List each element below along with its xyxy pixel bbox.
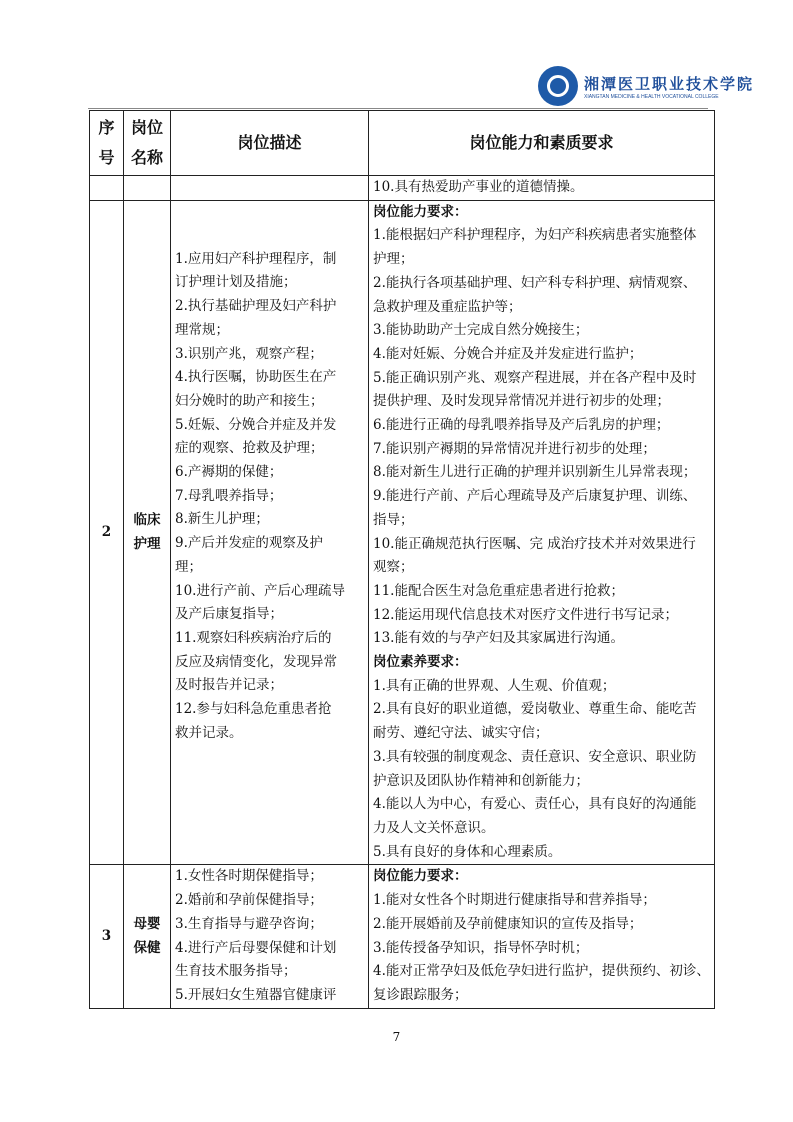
text-line: 耐劳、遵纪守法、诚实守信； <box>373 725 549 742</box>
text-line: 症的观察、抢救及护理； <box>175 440 324 457</box>
text-line: 8.能对新生儿进行正确的护理并识别新生儿异常表现； <box>373 464 697 481</box>
text-line: 9.产后并发症的观察及护 <box>175 535 323 552</box>
college-seal-icon <box>538 66 578 106</box>
text-line: 2.婚前和孕前保健指导； <box>175 892 323 909</box>
text-line: 4.进行产后母婴保健和计划 <box>175 939 337 956</box>
text-line: 3.具有较强的制度观念、责任意识、安全意识、职业防 <box>373 748 697 765</box>
table-header-row <box>90 111 715 176</box>
text-line: 4.能对正常孕妇及低危孕妇进行监护，提供预约、初诊、 <box>373 963 710 980</box>
req-cell <box>369 200 715 865</box>
page-number: 7 <box>392 1030 401 1044</box>
text-line: 3.能传授备孕知识，指导怀孕时机； <box>373 939 589 956</box>
text-line: 1.能对女性各个时期进行健康指导和营养指导； <box>373 892 656 909</box>
text-line: 救并记录。 <box>175 724 243 741</box>
text-line: 复诊跟踪服务； <box>373 986 468 1003</box>
text-line: 7.母乳喂养指导； <box>175 487 283 504</box>
text-line: 5.具有良好的身体和心理素质。 <box>373 843 562 860</box>
text-line: 4.执行医嘱，协助医生在产 <box>175 369 337 386</box>
college-logo <box>538 66 754 106</box>
row-number: 3 <box>90 865 124 1008</box>
text-line: 10.能正确规范执行医嘱、完 成治疗技术并对效果进行 <box>373 535 696 552</box>
text-line: 理； <box>175 558 202 575</box>
text-line: 6.能进行正确的母乳喂养指导及产后乳房的护理； <box>373 417 670 434</box>
job-name: 母婴 保健 <box>124 865 171 1008</box>
text-line: 提供护理、及时发现异常情况并进行初步的处理； <box>373 393 670 410</box>
table-row <box>90 176 715 201</box>
logo-name-cn: 湘潭医卫职业技术学院 <box>584 74 755 93</box>
header-no: 序 号 <box>90 111 124 176</box>
text-line: 理常规； <box>175 321 229 338</box>
table-row <box>90 865 715 1008</box>
text-line: 及产后康复指导； <box>175 606 283 623</box>
text-line: 13.能有效的与孕产妇及其家属进行沟通。 <box>373 630 624 647</box>
text-line: 护意识及团队协作精神和创新能力； <box>373 772 589 789</box>
text-line: 3.生育指导与避孕咨询； <box>175 915 323 932</box>
header-name: 岗位 名称 <box>124 111 171 176</box>
text-line: 4.能对妊娠、分娩合并症及并发症进行监护； <box>373 345 643 362</box>
text-line: 护理； <box>373 251 414 268</box>
text-line: 2.执行基础护理及妇产科护 <box>175 298 337 315</box>
job-name: 临床 护理 <box>124 200 171 865</box>
row-number: 2 <box>90 200 124 865</box>
header-req: 岗位能力和素质要求 <box>369 111 715 176</box>
text-line: 5.能正确识别产兆、观察产程进展，并在各产程中及时 <box>373 369 697 386</box>
text-line: 急救护理及重症监护等； <box>373 298 522 315</box>
text-line: 9.能进行产前、产后心理疏导及产后康复护理、训练、 <box>373 488 697 505</box>
header-desc: 岗位描述 <box>171 111 369 176</box>
text-line: 7.能识别产褥期的异常情况并进行初步的处理； <box>373 440 656 457</box>
text-line: 生育技术服务指导； <box>175 963 297 980</box>
desc-cell <box>171 865 369 1008</box>
text-line: 4.能以人为中心，有爱心、责任心，具有良好的沟通能 <box>373 796 697 813</box>
text-line: 2.能开展婚前及孕前健康知识的宣传及指导； <box>373 915 643 932</box>
text-line: 指导； <box>373 511 414 528</box>
text-line: 12.参与妇科急危重患者抢 <box>175 701 332 718</box>
text-line: 力及人文关怀意识。 <box>373 819 495 836</box>
table-row <box>90 200 715 865</box>
text-line: 10.进行产前、产后心理疏导 <box>175 582 345 599</box>
text-line: 8.新生儿护理； <box>175 511 269 528</box>
text-line: 1.能根据妇产科护理程序，为妇产科疾病患者实施整体 <box>373 227 697 244</box>
text-line: 观察； <box>373 559 414 576</box>
ability-title: 岗位能力要求： <box>373 868 468 885</box>
text-line: 2.具有良好的职业道德，爱岗敬业、尊重生命、能吃苦 <box>373 701 697 718</box>
text-line: 3.识别产兆，观察产程； <box>175 345 323 362</box>
text-line: 1.应用妇产科护理程序，制 <box>175 250 337 267</box>
desc-cell <box>171 200 369 865</box>
text-line: 12.能运用现代信息技术对医疗文件进行书写记录； <box>373 606 678 623</box>
text-line: 5.妊娠、分娩合并症及并发 <box>175 416 337 433</box>
logo-name-en: XIANGTAN MEDICINE & HEALTH VOCATIONAL COLLEGE <box>584 93 719 100</box>
text-line: 5.开展妇女生殖器官健康评 <box>175 986 337 1003</box>
req-cell: 10.具有热爱助产事业的道德情操。 <box>369 176 715 201</box>
text-line: 及时报告并记录； <box>175 677 283 694</box>
text-line: 订护理计划及措施； <box>175 274 297 291</box>
text-line: 反应及病情变化，发现异常 <box>175 653 337 670</box>
text-line: 1.具有正确的世界观、人生观、价值观； <box>373 677 616 694</box>
text-line: 11.能配合医生对急危重症患者进行抢救； <box>373 582 624 599</box>
text-line: 妇分娩时的助产和接生； <box>175 392 324 409</box>
header-rule <box>88 108 708 109</box>
ability-title: 岗位能力要求： <box>373 203 468 220</box>
job-table <box>89 110 715 1009</box>
quality-title: 岗位素养要求： <box>373 654 468 671</box>
req-cell <box>369 865 715 1008</box>
text-line: 3.能协助助产士完成自然分娩接生； <box>373 322 589 339</box>
text-line: 6.产褥期的保健； <box>175 464 283 481</box>
text-line: 2.能执行各项基础护理、妇产科专科护理、病情观察、 <box>373 274 697 291</box>
text-line: 1.女性各时期保健指导； <box>175 868 323 885</box>
text-line: 11.观察妇科疾病治疗后的 <box>175 629 332 646</box>
